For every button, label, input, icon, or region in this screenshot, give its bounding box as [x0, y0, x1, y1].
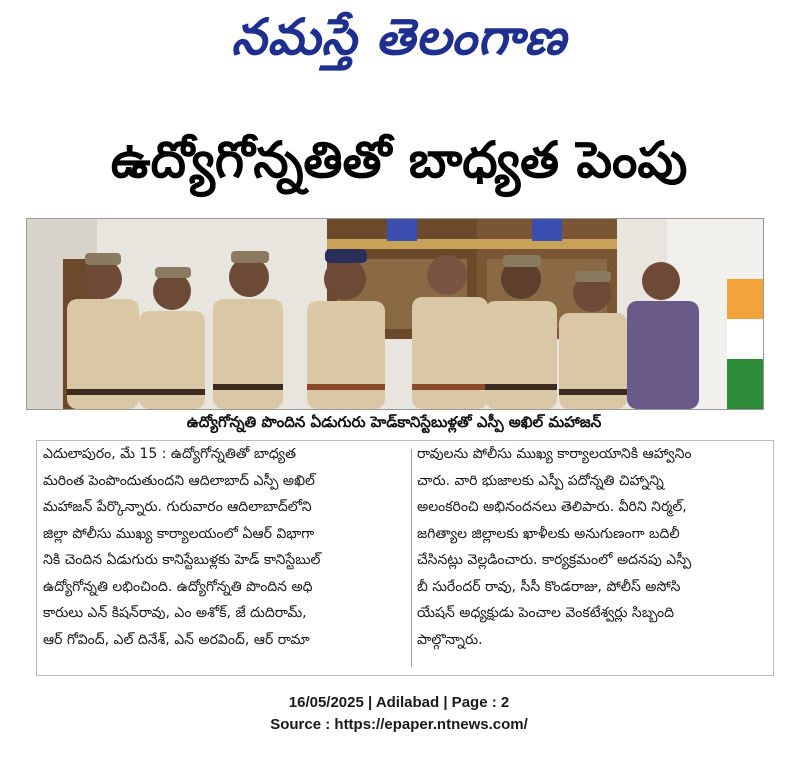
article-line: రావులను పోలీసు ముఖ్య కార్యాలయానికి ఆహ్వానిం: [417, 446, 692, 462]
article-body: [36, 440, 774, 676]
footer-source: Source : https://epaper.ntnews.com/: [270, 716, 528, 733]
article-line: మహాజన్ పేర్కొన్నారు. గురువారం ఆదిలాబాద్‌లోని: [43, 499, 312, 515]
footer: [0, 692, 798, 736]
article-line: పాల్గొన్నారు.: [417, 631, 483, 648]
article-column-right: [417, 441, 763, 675]
article-line: నికి చెందిన ఏడుగురు కానిస్టేబుళ్లకు హెడ్ కానిస్టేబుల్: [43, 552, 321, 568]
article-line: యేషన్ అధ్యక్షుడు పెంచాల వెంకటేశ్వర్లు సిబ్బంది: [417, 605, 674, 621]
footer-date-edition: 16/05/2025 | Adilabad | Page : 2: [288, 694, 510, 711]
article-line: ఉద్యోగోన్నతి లభించింది. ఉద్యోగోన్నతి పొందిన అధి: [43, 578, 313, 595]
article-line: మరింత పెంపొందుతుందని ఆదిలాబాద్ ఎస్పీ అఖిల్: [43, 472, 315, 489]
article-line: చేసినట్లు వెల్లడించారు. కార్యక్రమంలో అదనపు ఎస్పీ: [417, 552, 692, 568]
column-divider: [411, 449, 412, 667]
article-line: ఆర్ గోవింద్, ఎల్ దినేశ్, ఎన్ అరవింద్, ఆర్ రామా: [43, 631, 310, 648]
photo-caption: ఉద్యోగోన్నతి పొందిన ఏడుగురు హెడ్‌కానిస్టేబుళ్లతో ఎస్పీ అఖిల్ మహాజన్: [186, 413, 602, 431]
headline: ఉద్యోగోన్నతితో బాధ్యత పెంపు: [110, 131, 688, 189]
article-line: జిల్లా పోలీసు ముఖ్య కార్యాలయంలో ఏఆర్ విభాగా: [43, 525, 315, 542]
article-line: కారులు ఎన్ కిషన్‌రావు, ఎం అశోక్, జే దుదిరామ్,: [43, 605, 307, 621]
news-photo: [26, 218, 764, 410]
masthead-title: నమస్తే తెలంగాణ: [231, 8, 567, 66]
article-line: ఎదులాపురం, మే 15 : ఉద్యోగోన్నతితో బాధ్యత: [43, 446, 296, 462]
article-line: చారు. వారి భుజాలకు ఎస్పీ పదోన్నతి చిహ్నాన్ని: [417, 472, 664, 489]
article-line: బీ సురేందర్ రావు, సీసీ కొండరాజు, పోలీస్ అసోసి: [417, 578, 681, 595]
article-column-left: [43, 441, 405, 675]
article-line: జగిత్యాల జిల్లాలకు ఖాళీలకు అనుగుణంగా బదిలీ: [417, 525, 680, 542]
photo-illustration: [27, 219, 763, 409]
article-line: అలంకరించి అభినందనలు తెలిపారు. వీరిని నిర్మల్,: [417, 499, 687, 515]
